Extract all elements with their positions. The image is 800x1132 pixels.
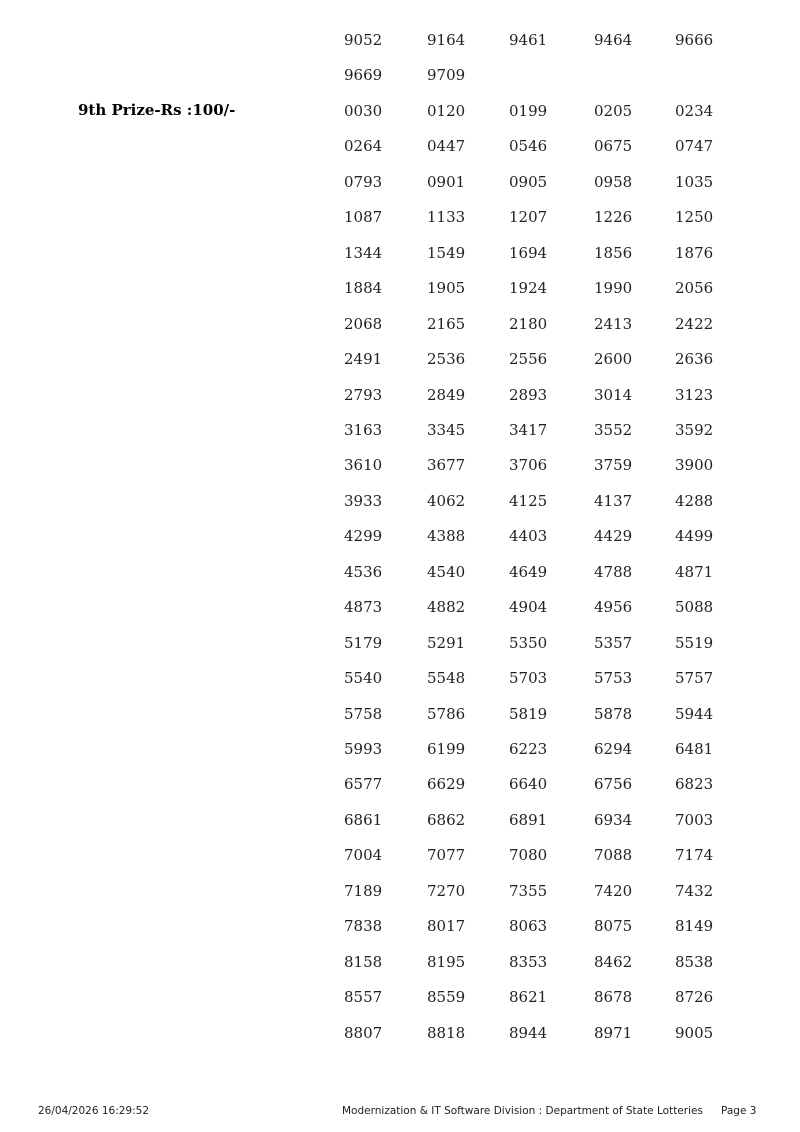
footer-division: Modernization & IT Software Division : Department of State Lotteries [342,1105,703,1117]
winning-number: 7088 [594,846,633,865]
winning-number: 3417 [509,420,548,439]
winning-number: 1856 [594,243,633,262]
winning-number: 6862 [427,810,466,829]
winning-number: 5753 [594,669,633,688]
winning-number: 2849 [427,385,466,404]
winning-number: 8158 [344,952,383,971]
winning-number: 3014 [594,385,633,404]
winning-number: 2536 [427,350,466,369]
winning-number: 7355 [509,881,548,900]
winning-number: 1924 [509,279,548,298]
winning-number: 8195 [427,952,466,971]
winning-number: 3592 [675,420,714,439]
winning-number: 5758 [344,704,383,723]
winning-number: 8353 [509,952,548,971]
winning-number: 1250 [675,208,714,227]
winning-number: 4499 [675,527,714,546]
winning-number: 3552 [594,420,633,439]
winning-number: 1549 [427,243,466,262]
winning-number: 2422 [675,314,714,333]
winning-number: 7838 [344,917,383,936]
winning-number: 8678 [594,988,633,1007]
winning-number: 4956 [594,598,633,617]
winning-number: 2600 [594,350,633,369]
winning-number: 2893 [509,385,548,404]
winning-number: 7077 [427,846,466,865]
winning-number: 4904 [509,598,548,617]
winning-number: 4429 [594,527,633,546]
winning-number: 3933 [344,491,383,510]
winning-number: 8149 [675,917,714,936]
winning-number: 4137 [594,491,633,510]
winning-number: 1087 [344,208,383,227]
winning-number: 8538 [675,952,714,971]
winning-number: 6861 [344,810,383,829]
winning-number: 0675 [594,137,633,156]
winning-number: 6891 [509,810,548,829]
winning-number: 7420 [594,881,633,900]
winning-number: 2056 [675,279,714,298]
footer-datetime: 26/04/2026 16:29:52 [38,1105,150,1117]
winning-number: 3610 [344,456,383,475]
winning-number: 9164 [427,31,466,49]
winning-number: 4540 [427,562,466,581]
winning-number: 9052 [344,31,383,49]
winning-number: 3677 [427,456,466,475]
winning-number: 5519 [675,633,714,652]
winning-number: 0120 [427,101,466,120]
winning-number: 7004 [344,846,383,865]
winning-number: 7080 [509,846,548,865]
winning-number: 2180 [509,314,548,333]
winning-number: 9709 [427,66,466,85]
winning-number: 8063 [509,917,548,936]
winning-number: 2491 [344,350,383,369]
winning-number: 0546 [509,137,548,156]
winning-number: 3345 [427,420,466,439]
winning-number: 5703 [509,669,548,688]
winning-number: 4125 [509,491,548,510]
winning-number: 4536 [344,562,383,581]
winning-number: 0234 [675,101,714,120]
winning-number: 0793 [344,172,383,191]
winning-number: 8559 [427,988,466,1007]
winning-number: 0901 [427,172,466,191]
winning-number: 0905 [509,172,548,191]
winning-number: 1344 [344,243,383,262]
winning-number: 8944 [509,1023,548,1042]
winning-number: 5088 [675,598,714,617]
winning-number: 6756 [594,775,633,794]
winning-number: 0447 [427,137,466,156]
winning-number: 5548 [427,669,466,688]
winning-number: 6481 [675,740,714,758]
winning-number: 9666 [675,31,714,49]
winning-number: 8971 [594,1023,633,1042]
winning-number: 0030 [344,101,383,120]
winning-number: 5757 [675,669,714,688]
winning-number: 1207 [509,208,548,227]
winning-number: 8807 [344,1023,383,1042]
winning-number: 7432 [675,881,714,900]
winning-number: 4873 [344,598,383,617]
winning-number: 7003 [675,810,714,829]
winning-number: 1876 [675,243,714,262]
winning-number: 8621 [509,988,548,1007]
winning-number: 6294 [594,740,633,758]
winning-number: 6223 [509,740,548,758]
winning-number: 1990 [594,279,633,298]
winning-number: 5179 [344,633,383,652]
winning-number: 0264 [344,137,383,156]
winning-number: 3759 [594,456,633,475]
winning-number: 7174 [675,846,714,865]
winning-number: 7189 [344,881,383,900]
winning-number: 5350 [509,633,548,652]
winning-number: 4388 [427,527,466,546]
winning-number: 4871 [675,562,714,581]
winning-number: 3163 [344,420,383,439]
winning-number: 1226 [594,208,633,227]
winning-number: 6823 [675,775,714,794]
winning-number: 8462 [594,952,633,971]
winning-number: 5291 [427,633,466,652]
winning-number: 4288 [675,491,714,510]
winning-number: 4299 [344,527,383,546]
winning-number: 6640 [509,775,548,794]
winning-number: 4649 [509,562,548,581]
winning-number: 0205 [594,101,633,120]
winning-number: 8557 [344,988,383,1007]
winning-number: 0958 [594,172,633,191]
winning-number: 5786 [427,704,466,723]
winning-number: 6934 [594,810,633,829]
winning-number: 9005 [675,1023,714,1042]
winning-number: 1133 [427,208,466,227]
winning-number: 5993 [344,740,383,758]
footer-page-number: Page 3 [721,1105,757,1117]
winning-number: 0747 [675,137,714,156]
winning-number: 5878 [594,704,633,723]
winning-number: 9464 [594,31,633,49]
winning-number: 6629 [427,775,466,794]
winning-number: 4403 [509,527,548,546]
winning-number: 9461 [509,31,548,49]
prize-label: 9th Prize-Rs :100/- [78,101,236,119]
winning-number: 3706 [509,456,548,475]
winning-number: 8818 [427,1023,466,1042]
winning-number: 8726 [675,988,714,1007]
winning-number: 5944 [675,704,714,723]
winning-number: 1884 [344,279,383,298]
winning-number: 0199 [509,101,548,120]
winning-number: 1694 [509,243,548,262]
winning-number: 1905 [427,279,466,298]
winning-number: 2068 [344,314,383,333]
winning-number: 8017 [427,917,466,936]
winning-number: 2165 [427,314,466,333]
winning-number: 5540 [344,669,383,688]
winning-number: 2413 [594,314,633,333]
winning-number: 5357 [594,633,633,652]
winning-number: 2793 [344,385,383,404]
winning-number: 9669 [344,66,383,85]
winning-number: 7270 [427,881,466,900]
winning-number: 8075 [594,917,633,936]
winning-number: 3123 [675,385,714,404]
winning-number: 3900 [675,456,714,475]
winning-number: 4062 [427,491,466,510]
winning-number: 6199 [427,740,466,758]
winning-number: 1035 [675,172,714,191]
winning-number: 4882 [427,598,466,617]
winning-number: 2556 [509,350,548,369]
winning-number: 5819 [509,704,548,723]
winning-number: 4788 [594,562,633,581]
winning-number: 2636 [675,350,714,369]
winning-number: 6577 [344,775,383,794]
